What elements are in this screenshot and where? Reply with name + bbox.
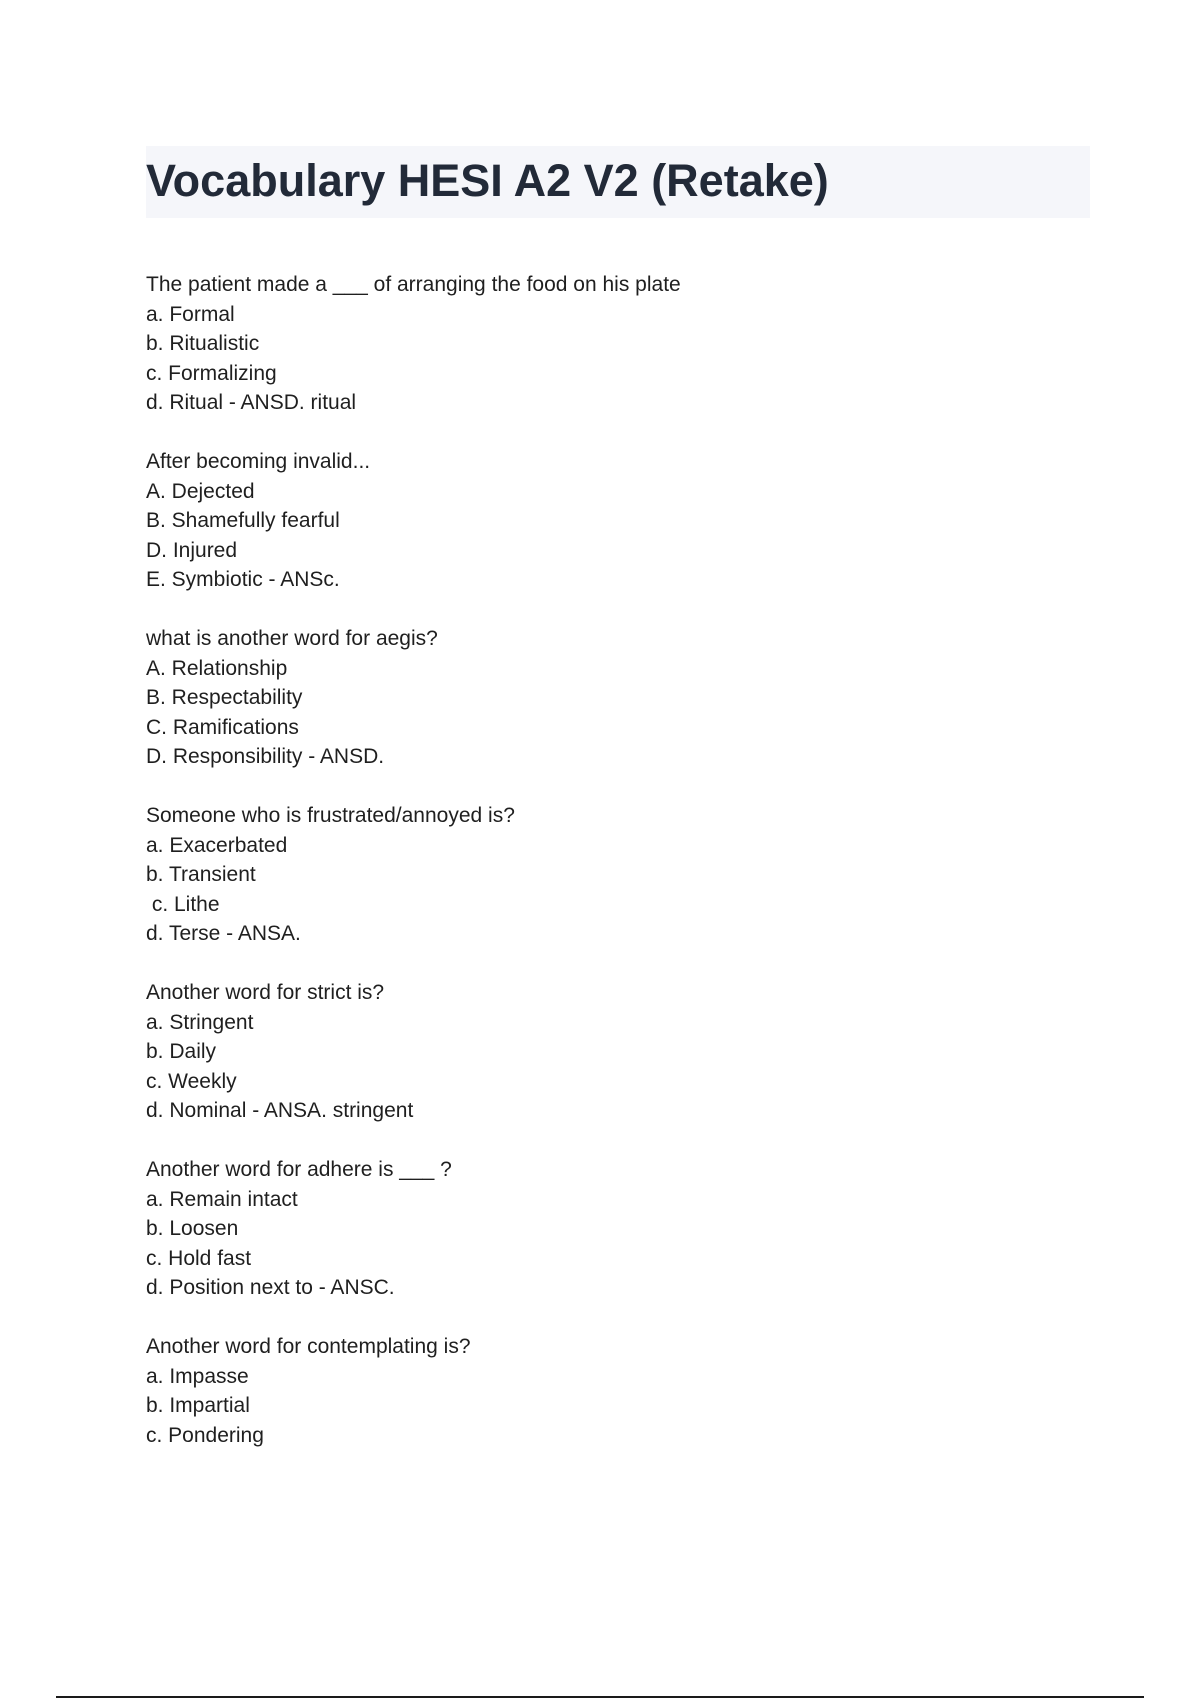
question-block (146, 270, 1086, 418)
question-block (146, 624, 1086, 772)
answer-option: D. Injured (146, 538, 238, 562)
answer-option: c. Lithe (146, 892, 220, 916)
question-block (146, 801, 1086, 949)
answer-option: B. Respectability (146, 686, 303, 709)
question-prompt: After becoming invalid... (146, 450, 371, 473)
question-block (146, 978, 1086, 1126)
answer-option: B. Shamefully fearful (146, 509, 340, 532)
page-title: Vocabulary HESI A2 V2 (Retake) (146, 155, 829, 206)
answer-option: c. Formalizing (146, 361, 277, 385)
answer-option: E. Symbiotic - ANSc. (146, 568, 340, 591)
answer-option: b. Loosen (146, 1217, 239, 1240)
question-list (146, 270, 1086, 1480)
answer-option: a. Formal (146, 302, 235, 326)
answer-option: c. Pondering (146, 1423, 264, 1447)
title-banner (146, 146, 1090, 218)
question-prompt: Someone who is frustrated/annoyed is? (146, 804, 515, 827)
answer-option: C. Ramifications (146, 715, 299, 739)
question-block (146, 1155, 1086, 1303)
footer-divider (56, 1696, 1144, 1698)
answer-option: a. Impasse (146, 1364, 249, 1388)
answer-option: a. Remain intact (146, 1187, 298, 1211)
answer-option: b. Impartial (146, 1394, 250, 1417)
question-prompt: Another word for strict is? (146, 981, 385, 1004)
answer-option: d. Ritual - ANSD. ritual (146, 391, 357, 414)
answer-option: b. Transient (146, 863, 256, 886)
answer-option: a. Exacerbated (146, 833, 288, 857)
answer-option: b. Ritualistic (146, 332, 260, 355)
question-prompt: what is another word for aegis? (146, 627, 438, 650)
answer-option: A. Dejected (146, 479, 255, 503)
answer-option: a. Stringent (146, 1010, 254, 1034)
question-prompt: Another word for contemplating is? (146, 1335, 471, 1358)
answer-option: d. Terse - ANSA. (146, 922, 301, 945)
answer-option: c. Hold fast (146, 1246, 252, 1270)
answer-option: b. Daily (146, 1040, 217, 1063)
question-block (146, 447, 1086, 595)
answer-option: c. Weekly (146, 1069, 237, 1093)
question-prompt: Another word for adhere is ___ ? (146, 1158, 452, 1181)
answer-option: D. Responsibility - ANSD. (146, 745, 385, 768)
answer-option: d. Position next to - ANSC. (146, 1276, 395, 1299)
answer-option: A. Relationship (146, 656, 288, 680)
question-prompt: The patient made a ___ of arranging the food on his plate (146, 273, 681, 296)
question-block (146, 1332, 1086, 1450)
answer-option: d. Nominal - ANSA. stringent (146, 1099, 414, 1122)
